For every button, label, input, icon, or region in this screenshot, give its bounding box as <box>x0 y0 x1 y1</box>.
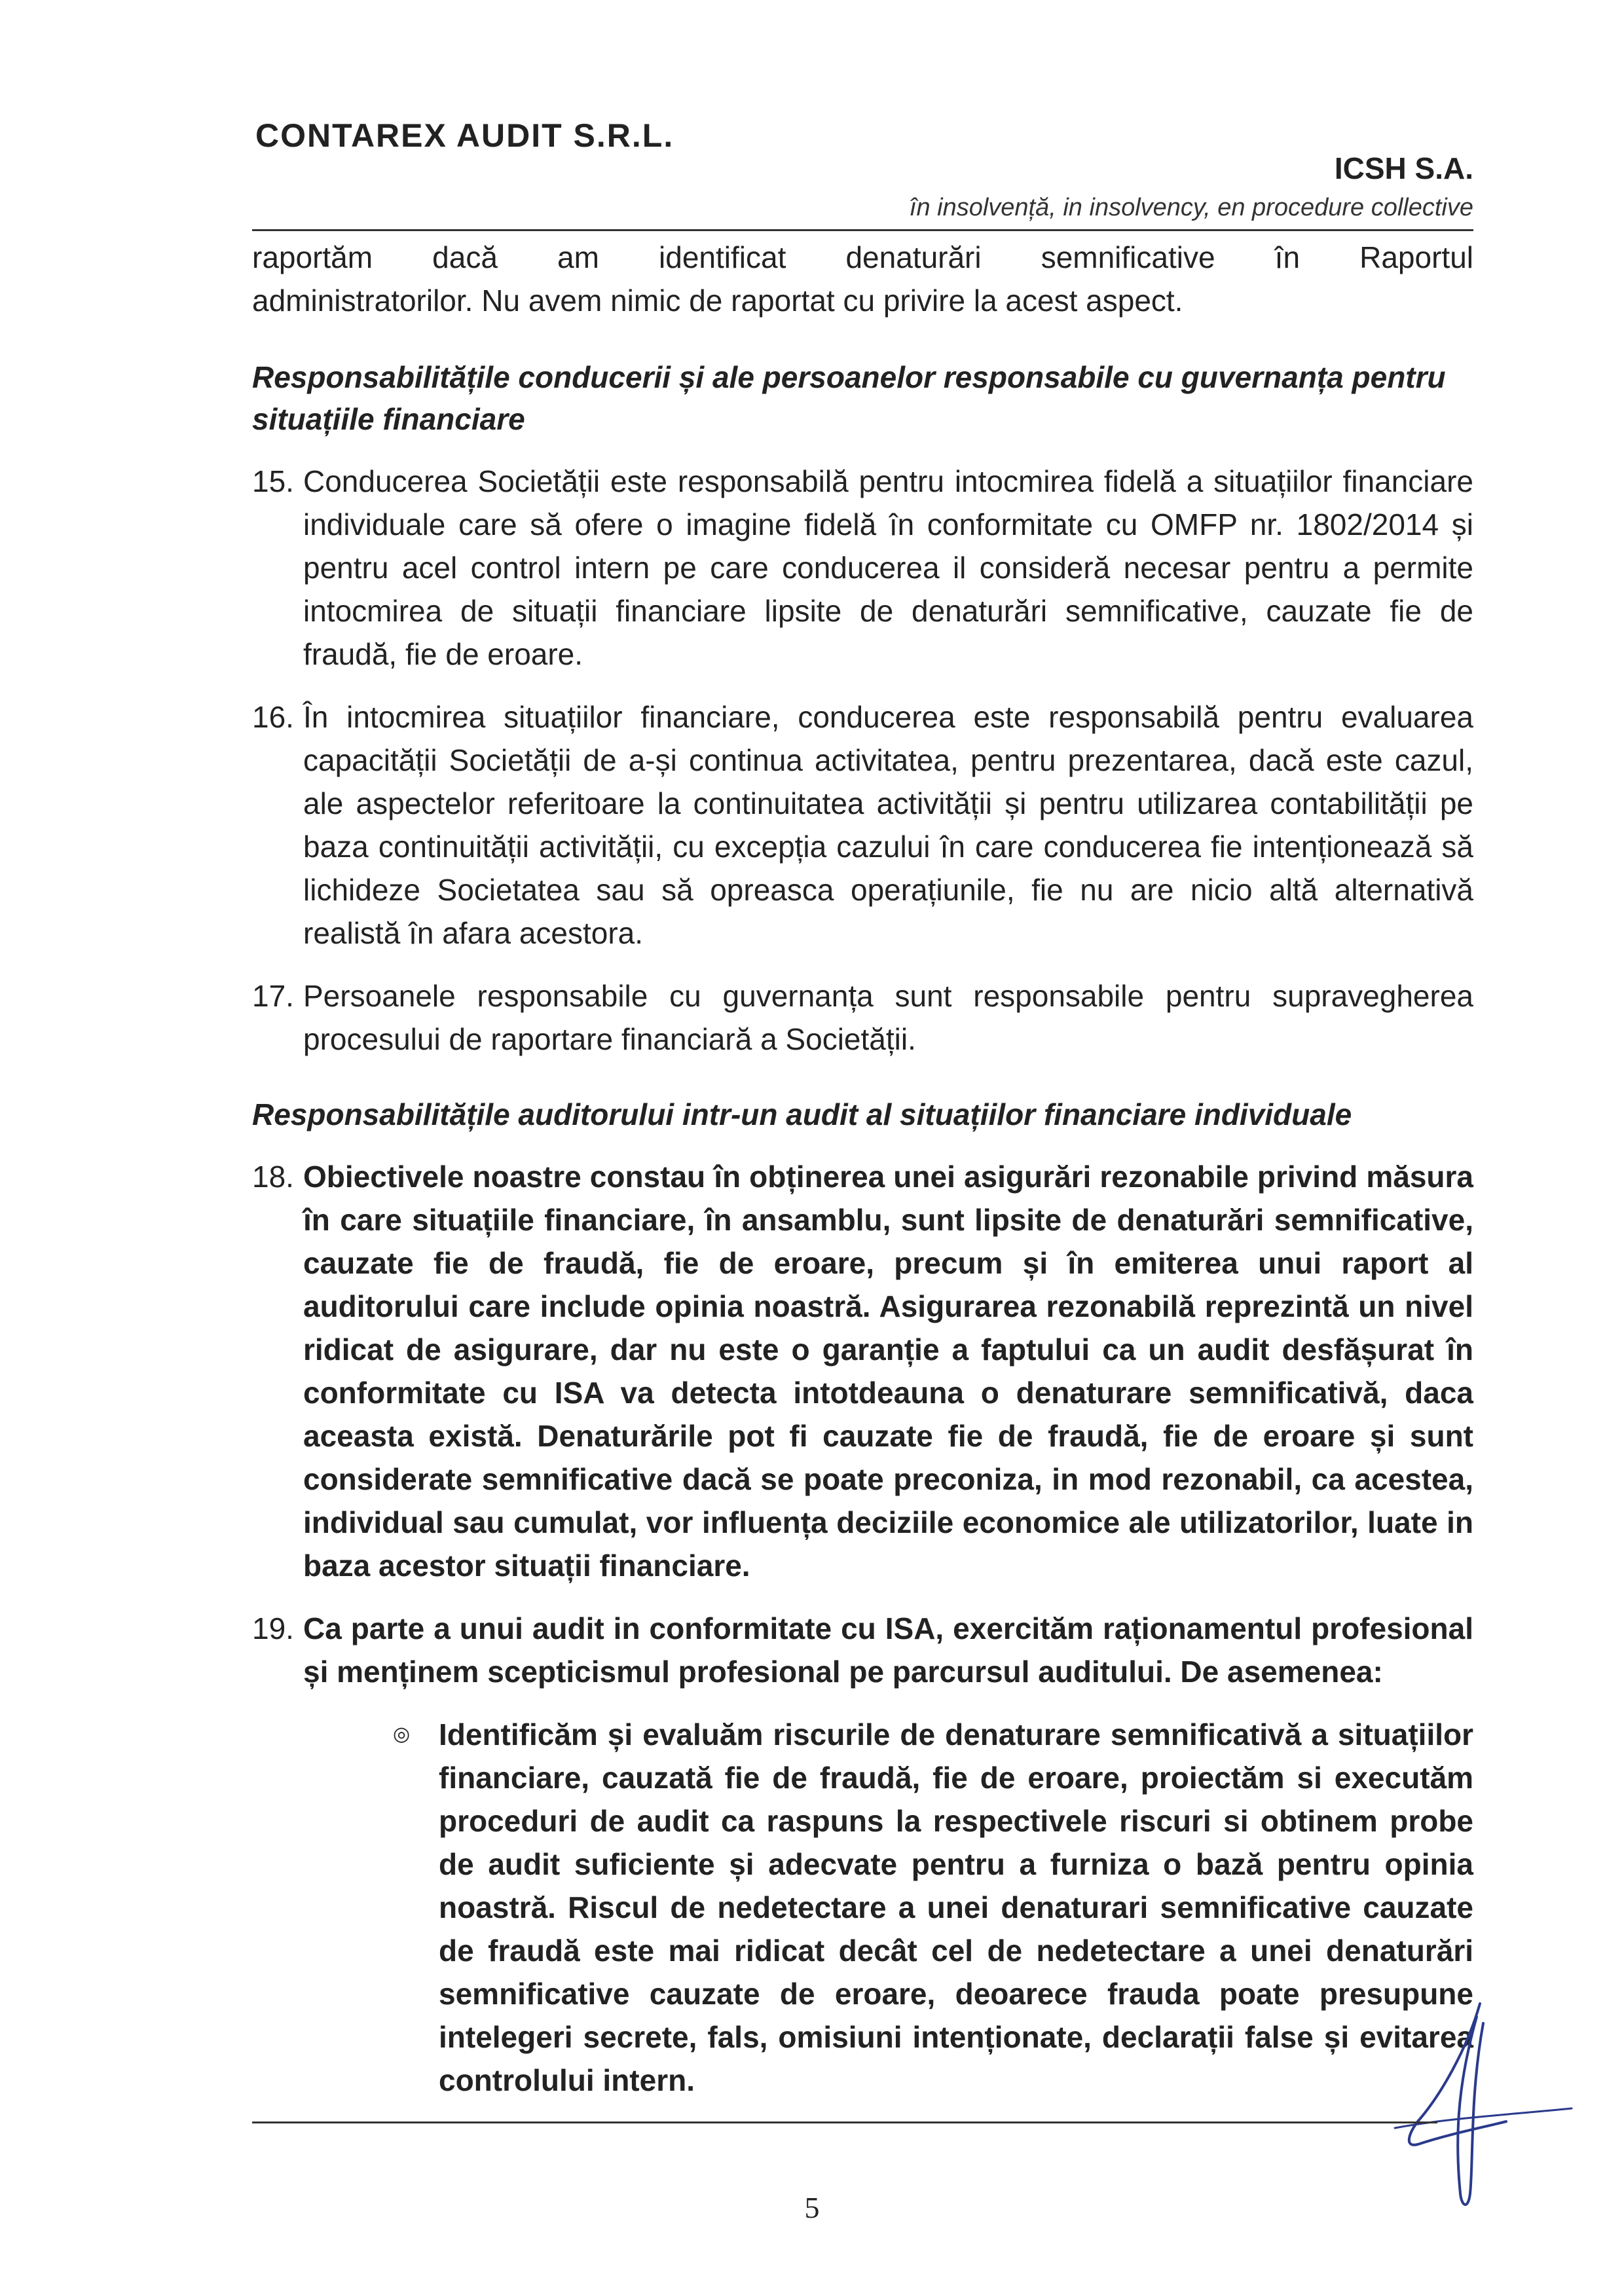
footer-rule <box>252 2121 1437 2123</box>
intro-line-2: administratorilor. Nu avem nimic de raportat cu privire la acest aspect. <box>252 284 1183 318</box>
paragraph-16 <box>252 695 1473 955</box>
bullet-icon: ◎ <box>393 1723 411 1745</box>
header-rule <box>252 229 1473 231</box>
bullet-text: Identificăm și evaluăm riscurile de denaturare semnificativă a situațiilor financiare, cauzată fie de fraudă, fie de eroare, proiectăm si executăm proceduri de audit ca raspuns la respectivele riscuri si obtinem probe de audit suficiente și adecvate pentru a furniza o bază pentru opinia noastră. Riscul de nedetectare a unei denaturari semnificative cauzate de fraudă este mai ridicat decât cel de nedetectare a unei denaturări semnificative cauzate de eroare, deoarece frauda poate presupune intelegeri secrete, fals, omisiuni intenționate, declarații false și evitarea controlului intern. <box>439 1717 1473 2097</box>
paragraph-17 <box>252 974 1473 1061</box>
paragraph-19 <box>252 1607 1473 1693</box>
paragraph-text: Obiectivele noastre constau în obținerea unei asigurări rezonabile privind măsura în care situațiile financiare, în ansamblu, sunt lipsite de denaturări semnificative, cauzate fie de fraudă, fie de eroare, precum și în emiterea unui raport al auditorului care include opinia noastră. Asigurarea rezonabilă reprezintă un nivel ridicat de asigurare, dar nu este o garanție a faptului ca un audit desfășurat în conformitate cu ISA va detecta intotdeauna o denaturare semnificativă, daca aceasta există. Denaturările pot fi cauzate fie de fraudă, fie de eroare și sunt considerate semnificative dacă se poate preconiza, in mod rezonabil, ca acestea, individual sau cumulat, vor influența deciziile economice ale utilizatorilor, luate in baza acestor situații financiare. <box>303 1160 1473 1583</box>
company-name: ICSH S.A. <box>1334 151 1473 185</box>
paragraph-number: 15. <box>252 464 294 498</box>
paragraph-number: 17. <box>252 979 294 1013</box>
paragraph-number: 16. <box>252 700 294 734</box>
paragraph-text: Conducerea Societății este responsabilă pentru intocmirea fidelă a situațiilor financiare individuale care să ofere o imagine fidelă în conformitate cu OMFP nr. 1802/2014 și pentru acel control intern pe care conducerea il consideră necesar pentru a permite intocmirea de situații financiare lipsite de denaturări semnificative, cauzate fie de fraudă, fie de eroare. <box>303 464 1473 671</box>
document-body <box>252 236 1473 2102</box>
bullet-risk-assessment <box>252 1713 1473 2102</box>
paragraph-text: Ca parte a unui audit in conformitate cu ISA, exercităm raționamentul profesional și menținem scepticismul profesional pe parcursul auditului. De asemenea: <box>303 1611 1473 1689</box>
paragraph-number: 18. <box>252 1160 294 1194</box>
page-number: 5 <box>804 2191 820 2224</box>
paragraph-number: 19. <box>252 1611 294 1645</box>
paragraph-text: Persoanele responsabile cu guvernanța sunt responsabile pentru supravegherea procesului de raportare financiară a Societății. <box>303 979 1473 1056</box>
paragraph-text: În intocmirea situațiilor financiare, conducerea este responsabilă pentru evaluarea capacității Societății de a-și continua activitatea, pentru prezentarea, dacă este cazul, ale aspectelor referitoare la continuitatea activității și pentru utilizarea contabilității pe baza continuității activității, cu excepția cazului în care conducerea fie intenționează să lichideze Societatea sau să opreasca operațiunile, fie nu are nicio altă alternativă realistă în afara acestora. <box>303 700 1473 950</box>
section-title-management: Responsabilitățile conducerii și ale persoanelor responsabile cu guvernanța pentru situațiile financiare <box>252 360 1446 436</box>
auditor-name: CONTAREX AUDIT S.R.L. <box>255 117 674 154</box>
paragraph-15 <box>252 460 1473 676</box>
intro-line-1: raportăm dacă am identificat denaturări semnificative în Raportul <box>252 240 1473 274</box>
signature-icon <box>1356 1997 1578 2213</box>
paragraph-18 <box>252 1155 1473 1587</box>
company-status: în insolvență, in insolvency, en procedure collective <box>909 194 1473 221</box>
section-title-auditor: Responsabilitățile auditorului intr-un audit al situațiilor financiare individuale <box>252 1097 1352 1131</box>
